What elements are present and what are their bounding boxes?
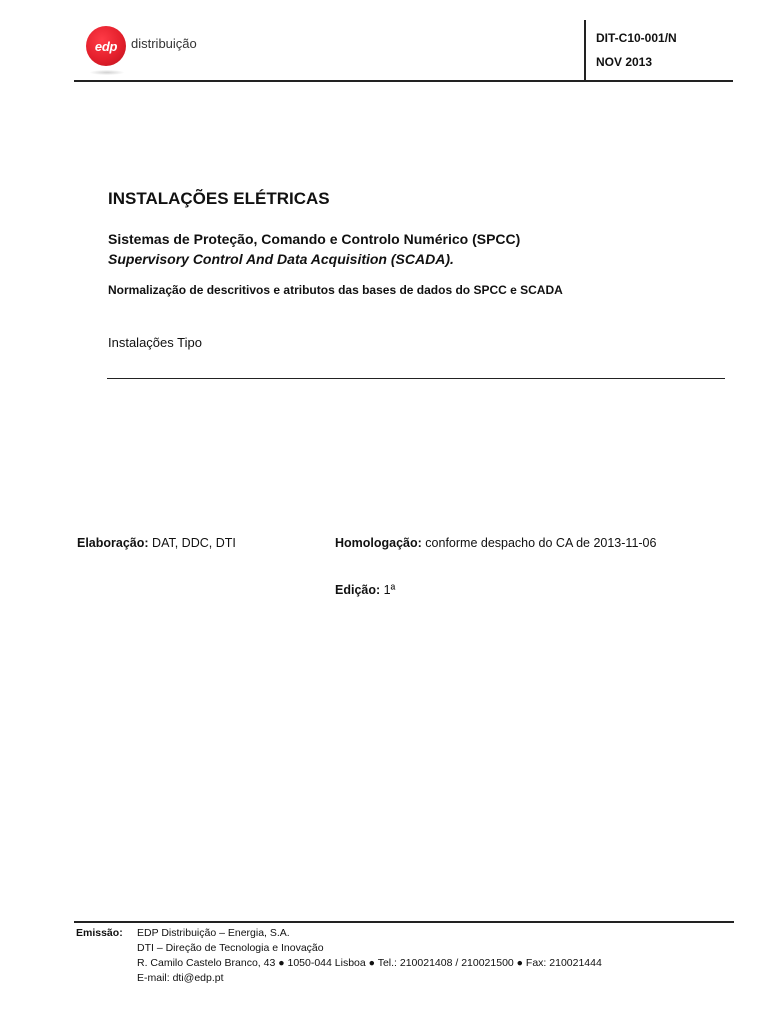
subtitle-italic: Supervisory Control And Data Acquisition (SCADA). bbox=[108, 251, 454, 267]
header-divider bbox=[74, 80, 733, 82]
subtitle: Sistemas de Proteção, Comando e Controlo Numérico (SPCC) bbox=[108, 231, 521, 247]
footer-address: R. Camilo Castelo Branco, 43 ● 1050-044 Lisboa ● Tel.: 210021408 / 210021500 ● Fax: 210021444 bbox=[137, 957, 602, 969]
title-divider bbox=[107, 378, 725, 379]
normalization-heading: Normalização de descritivos e atributos das bases de dados do SPCC e SCADA bbox=[108, 283, 563, 297]
document-date: NOV 2013 bbox=[596, 55, 653, 69]
edicao-label: Edição: bbox=[335, 583, 381, 597]
page-title: INSTALAÇÕES ELÉTRICAS bbox=[108, 189, 330, 208]
elaboracao-label: Elaboração: bbox=[77, 536, 149, 550]
document-code: DIT-C10-001/N bbox=[596, 31, 677, 45]
installation-type: Instalações Tipo bbox=[108, 335, 202, 350]
logo-text: distribuição bbox=[131, 36, 197, 51]
logo-shadow bbox=[90, 70, 124, 75]
logo-mark-text: edp bbox=[94, 38, 118, 54]
elaboracao-value: DAT, DDC, DTI bbox=[148, 536, 236, 550]
emissao-label: Emissão: bbox=[76, 927, 123, 939]
edicao-value: 1ª bbox=[380, 583, 396, 597]
edp-logo-icon bbox=[86, 26, 126, 66]
homologacao-field bbox=[335, 536, 656, 550]
footer-company: EDP Distribuição – Energia, S.A. bbox=[137, 927, 290, 939]
edicao-field bbox=[335, 583, 395, 597]
footer-department: DTI – Direção de Tecnologia e Inovação bbox=[137, 942, 324, 954]
header-divider-vertical bbox=[584, 20, 586, 81]
footer-email: E-mail: dti@edp.pt bbox=[137, 972, 224, 984]
footer-divider bbox=[74, 921, 734, 923]
homologacao-value: conforme despacho do CA de 2013-11-06 bbox=[421, 536, 657, 550]
homologacao-label: Homologação: bbox=[335, 536, 422, 550]
elaboracao-field bbox=[77, 536, 236, 550]
